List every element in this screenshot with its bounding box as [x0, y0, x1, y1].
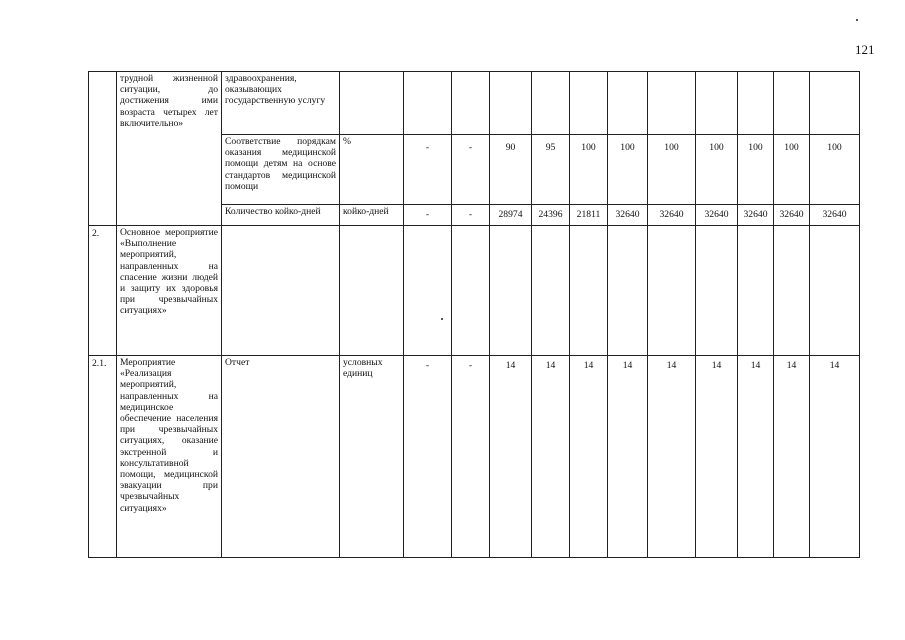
- value-cell: -: [404, 205, 452, 226]
- index-cell: 2.: [89, 226, 117, 356]
- value-cell: 14: [696, 356, 738, 558]
- program-indicators-table: [88, 71, 860, 558]
- value-cell: [648, 226, 696, 356]
- value-cell: 14: [490, 356, 532, 558]
- value-cell: [696, 226, 738, 356]
- value-cell: 100: [774, 135, 810, 205]
- value-cell: 32640: [648, 205, 696, 226]
- value-cell: 32640: [696, 205, 738, 226]
- value-cell: 24396: [532, 205, 570, 226]
- value-cell: [452, 72, 490, 135]
- value-cell: -: [452, 356, 490, 558]
- indicator-cell: Количество койко-дней: [222, 205, 340, 226]
- value-cell: [738, 226, 774, 356]
- table-row: [89, 72, 860, 135]
- value-cell: 14: [608, 356, 648, 558]
- value-cell: [810, 226, 860, 356]
- value-cell: [490, 72, 532, 135]
- value-cell: -: [452, 135, 490, 205]
- unit-cell: койко-дней: [340, 205, 404, 226]
- value-cell: [452, 226, 490, 356]
- page-number: 121: [855, 42, 875, 57]
- value-cell: 90: [490, 135, 532, 205]
- value-cell: 32640: [810, 205, 860, 226]
- value-cell: 14: [648, 356, 696, 558]
- value-cell: 100: [648, 135, 696, 205]
- index-cell: [89, 72, 117, 226]
- value-cell: 32640: [774, 205, 810, 226]
- value-cell: 32640: [738, 205, 774, 226]
- value-cell: [404, 226, 452, 356]
- value-cell: 21811: [570, 205, 608, 226]
- value-cell: [774, 72, 810, 135]
- event-name-cell: Мероприятие «Реализация мероприятий, направленных на медицинское обеспечение населения при чрезвычайных ситуациях, оказание экстренной и консультативной помощи, медицинской эвакуации при чрезвычайных ситуациях»: [117, 356, 222, 558]
- unit-cell: условных единиц: [340, 356, 404, 558]
- value-cell: [774, 226, 810, 356]
- value-cell: 100: [810, 135, 860, 205]
- value-cell: 14: [810, 356, 860, 558]
- table-row: [89, 226, 860, 356]
- value-cell: 95: [532, 135, 570, 205]
- scan-speck: [856, 19, 858, 21]
- value-cell: 14: [532, 356, 570, 558]
- indicator-cell: Отчет: [222, 356, 340, 558]
- unit-cell: [340, 72, 404, 135]
- indicator-cell: [222, 226, 340, 356]
- index-cell: 2.1.: [89, 356, 117, 558]
- indicator-cell: Соответствие порядкам оказания медицинской помощи детям на основе стандартов медицинской помощи: [222, 135, 340, 205]
- indicator-cell: здравоохранения, оказывающих государственную услугу: [222, 72, 340, 135]
- value-cell: 100: [608, 135, 648, 205]
- value-cell: [570, 72, 608, 135]
- value-cell: 14: [774, 356, 810, 558]
- unit-cell: %: [340, 135, 404, 205]
- value-cell: -: [452, 205, 490, 226]
- table-row: [89, 356, 860, 558]
- unit-cell: [340, 226, 404, 356]
- value-cell: 28974: [490, 205, 532, 226]
- value-cell: 14: [738, 356, 774, 558]
- value-cell: 14: [570, 356, 608, 558]
- value-cell: 100: [696, 135, 738, 205]
- value-cell: [570, 226, 608, 356]
- value-cell: [532, 226, 570, 356]
- value-cell: -: [404, 135, 452, 205]
- value-cell: [532, 72, 570, 135]
- value-cell: [608, 72, 648, 135]
- value-cell: [404, 72, 452, 135]
- value-cell: [810, 72, 860, 135]
- value-cell: [696, 72, 738, 135]
- value-cell: 32640: [608, 205, 648, 226]
- value-cell: [490, 226, 532, 356]
- value-cell: [608, 226, 648, 356]
- value-cell: [738, 72, 774, 135]
- value-cell: 100: [570, 135, 608, 205]
- value-cell: 100: [738, 135, 774, 205]
- value-cell: -: [404, 356, 452, 558]
- event-name-cell: трудной жизненной ситуации, до достижения ими возраста четырех лет включительно»: [117, 72, 222, 226]
- event-name-cell: Основное мероприятие «Выполнение мероприятий, направленных на спасение жизни людей и защиту их здоровья при чрезвычайных ситуациях»: [117, 226, 222, 356]
- value-cell: [648, 72, 696, 135]
